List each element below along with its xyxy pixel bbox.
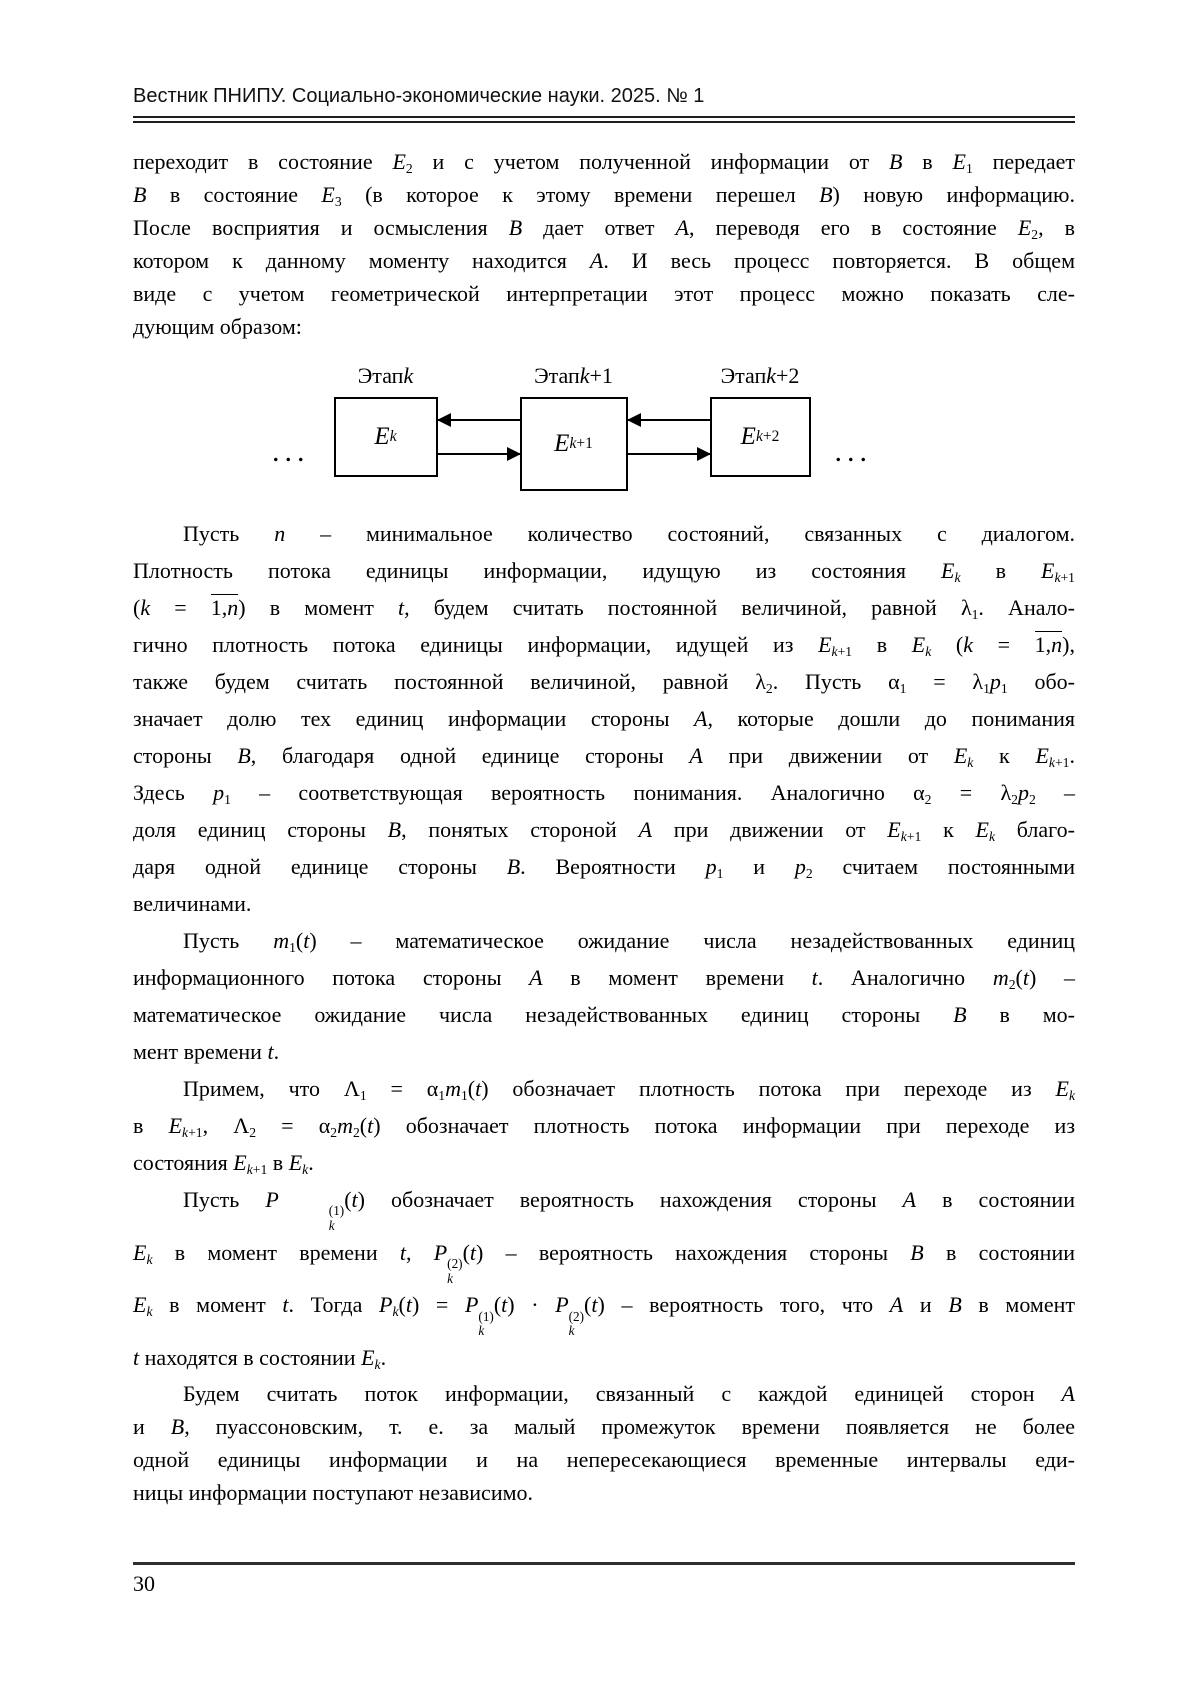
text-line: $E_k$ в момент времени t, P (2) k (t) – вероятность нахождения стороны B в состоянии xyxy=(133,1239,1075,1286)
text-line: значает долю тех единиц информации стороны A, которые дошли до понимания xyxy=(133,706,1075,731)
footer-rule xyxy=(133,1562,1075,1565)
text-line: $E_k$ в момент t. Тогда $P_k(t) = P$ (1) k (t) · P (2) k (t) – вероятность того, что A и B в момент xyxy=(133,1292,1076,1339)
journal-title: Вестник ПНИПУ. Социально-экономические науки. 2025. № 1 xyxy=(133,85,705,107)
paragraph xyxy=(133,922,1075,1070)
text-line: математическое ожидание числа незадействованных единиц стороны B в мо- xyxy=(133,1002,1075,1027)
state-diagram xyxy=(133,359,1011,491)
text-line: состояния $E_{k+1}$ в $E_k$. xyxy=(133,1150,314,1178)
text-line: Плотность потока единицы информации, идущую из состояния $E_k$ в $E_{k+1}$ xyxy=(133,558,1075,586)
text-line: стороны B, благодаря одной единице стороны A при движении от $E_k$ к $E_{k+1}$. xyxy=(133,743,1075,771)
arrowhead-left-icon xyxy=(437,413,451,427)
text-line: ницы информации поступают независимо. xyxy=(133,1480,534,1506)
text-line: мент времени t. xyxy=(133,1039,280,1064)
text-line: (k = 1,n) в момент t, будем считать постоянной величиной, равной $\lambda_1$. Анало- xyxy=(133,595,1075,623)
arrow-right-icon xyxy=(438,453,520,455)
transition-arrows xyxy=(438,397,520,473)
paragraph xyxy=(133,1181,1075,1377)
text-line: и B, пуассоновским, т. е. за малый промежуток времени появляется не более xyxy=(133,1414,1075,1440)
diagram-stage xyxy=(710,359,811,477)
diagram-stage xyxy=(520,359,628,491)
text-line: После восприятия и осмысления B дает ответ A, переводя его в состояние $E_2$, в xyxy=(133,215,1075,243)
state-box: E k+1 xyxy=(520,397,628,491)
text-line: Пусть n – минимальное количество состояний, связанных с диалогом. xyxy=(183,521,1075,546)
arrowhead-right-icon xyxy=(507,447,521,461)
text-line: величинами. xyxy=(133,891,252,916)
text-line: виде с учетом геометрической интерпретации этот процесс можно показать сле- xyxy=(133,281,1075,306)
arrow-right-icon xyxy=(628,453,710,455)
page-header xyxy=(133,0,1075,123)
page-number: 30 xyxy=(133,1571,155,1596)
text-line: даря одной единице стороны B. Вероятности $p_1$ и $p_2$ считаем постоянными xyxy=(133,854,1075,882)
state-box: E k+2 xyxy=(710,397,811,477)
text-line: переходит в состояние $E_2$ и с учетом полученной информации от B в $E_1$ передает xyxy=(133,149,1075,177)
state-box: E k xyxy=(334,397,438,477)
text-line: доля единиц стороны B, понятых стороной A при движении от $E_{k+1}$ к $E_k$ благо- xyxy=(133,817,1075,845)
transition-arrows xyxy=(628,397,710,473)
text-line: Здесь $p_1$ – соответствующая вероятность понимания. Аналогично $\alpha_2 = \lambda_2p_2$ – xyxy=(133,780,1076,808)
text-line: гично плотность потока единицы информации, идущей из $E_{k+1}$ в $E_k$ (k = 1,n), xyxy=(133,632,1075,660)
header-rule xyxy=(133,116,1075,123)
article-body xyxy=(133,145,1075,1509)
text-line: Пусть $m_1(t)$ – математическое ожидание числа незадействованных единиц xyxy=(183,928,1075,956)
stage-label: Этап k +1 xyxy=(534,363,613,388)
stage-label: Этап k xyxy=(357,363,414,388)
text-line: t находятся в состоянии $E_k$. xyxy=(133,1345,387,1373)
paragraph xyxy=(133,1070,1075,1181)
text-line: информационного потока стороны A в момент времени t. Аналогично $m_2(t)$ – xyxy=(133,965,1075,993)
text-line: в $E_{k+1}$, $\Lambda_2 = \alpha_2m_2(t)$ обозначает плотность потока информации при переходе из xyxy=(133,1113,1076,1141)
page-content xyxy=(133,0,1075,1509)
arrow-left-icon xyxy=(438,419,520,421)
page-footer xyxy=(133,1562,1075,1597)
arrowhead-left-icon xyxy=(627,413,641,427)
text-line: Примем, что $\Lambda_1 = \alpha_1m_1(t)$ обозначает плотность потока при переходе из $E_k$ xyxy=(183,1076,1075,1104)
text-line: одной единицы информации и на непересекающиеся временные интервалы еди- xyxy=(133,1447,1075,1473)
paragraph xyxy=(133,1377,1075,1509)
paragraph xyxy=(133,515,1075,922)
text-line: Пусть P (1) k (t) обозначает вероятность нахождения стороны A в состоянии xyxy=(183,1187,1075,1233)
ellipsis-right: ... xyxy=(834,435,872,468)
arrow-left-icon xyxy=(628,419,710,421)
text-line: дующим образом: xyxy=(133,314,302,339)
text-line: B в состояние $E_3$ (в которое к этому времени перешел B) новую информацию. xyxy=(133,182,1075,210)
text-line: также будем считать постоянной величиной, равной $\lambda_2$. Пусть $\alpha_1 = \lambda_1p_1$ обо- xyxy=(133,669,1075,697)
diagram-stage xyxy=(334,359,438,477)
ellipsis-left: ... xyxy=(272,435,310,468)
text-line: Будем считать поток информации, связанный с каждой единицей сторон A xyxy=(183,1381,1075,1407)
arrowhead-right-icon xyxy=(697,447,711,461)
paragraph xyxy=(133,145,1075,343)
text-line: котором к данному моменту находится A. И весь процесс повторяется. В общем xyxy=(133,248,1075,273)
stage-label: Этап k +2 xyxy=(720,363,800,388)
